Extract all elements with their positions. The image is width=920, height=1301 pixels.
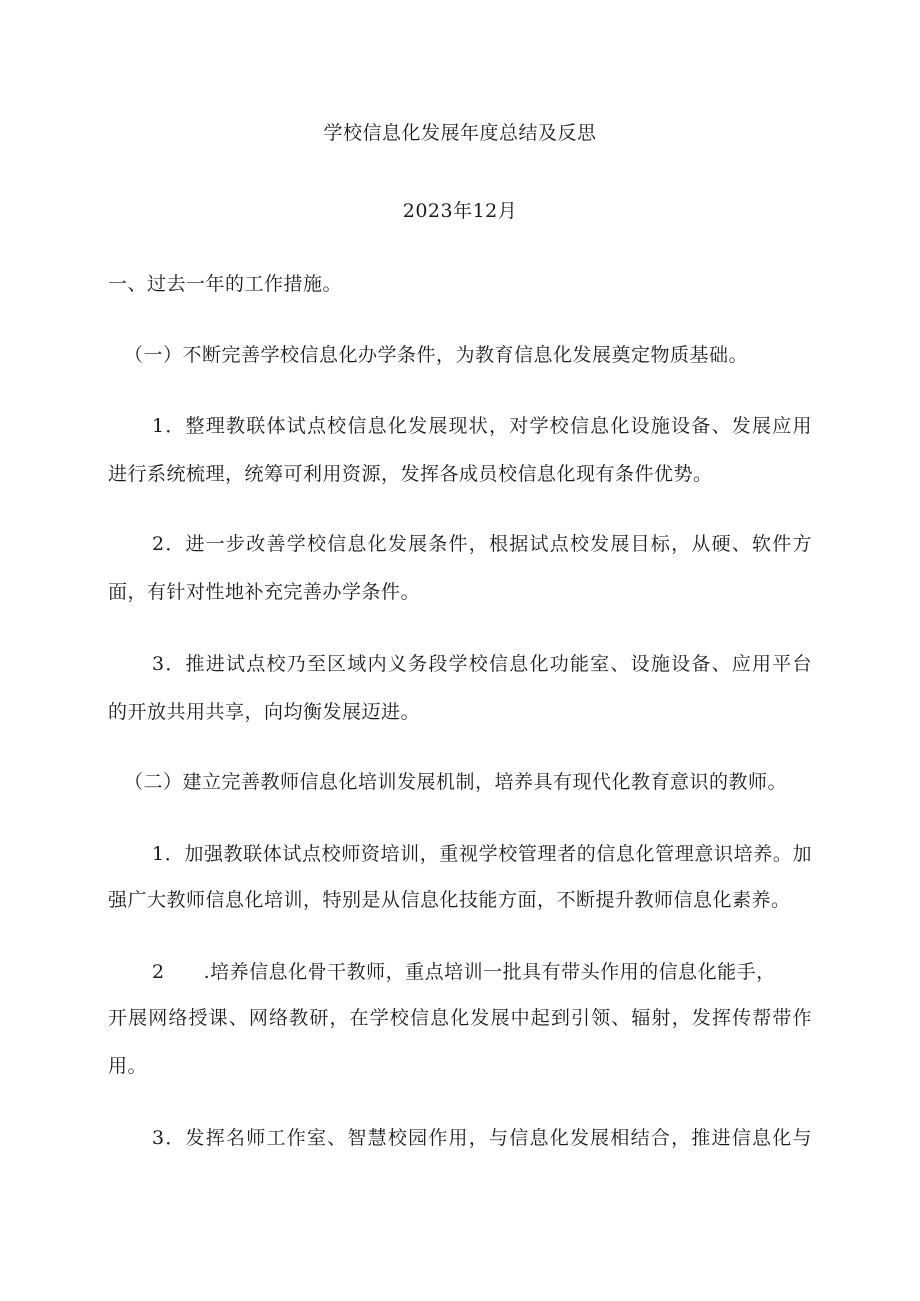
paragraph-line: 2 .培养信息化骨干教师，重点培训一批具有带头作用的信息化能手， — [152, 961, 776, 983]
paragraph-line: 进行系统梳理，统筹可利用资源，发挥各成员校信息化现有条件优势。 — [108, 463, 713, 485]
paragraph-line: 1．整理教联体试点校信息化发展现状，对学校信息化设施设备、发展应用 — [152, 415, 812, 437]
paragraph-line: 面，有针对性地补充完善办学条件。 — [108, 581, 421, 603]
subsection-heading-2: （二）建立完善教师信息化培训发展机制，培养具有现代化教育意识的教师。 — [124, 771, 788, 793]
paragraph-line: 1．加强教联体试点校师资培训，重视学校管理者的信息化管理意识培养。加 — [152, 843, 812, 865]
paragraph-line: 强广大教师信息化培训，特别是从信息化技能方面，不断提升教师信息化素养。 — [108, 889, 791, 911]
paragraph-line: 2．进一步改善学校信息化发展条件，根据试点校发展目标，从硬、软件方 — [152, 533, 812, 555]
subsection-heading-1: （一）不断完善学校信息化办学条件，为教育信息化发展奠定物质基础。 — [124, 344, 749, 366]
document-title: 学校信息化发展年度总结及反思 — [323, 122, 597, 144]
section-heading-1: 一、过去一年的工作措施。 — [108, 273, 343, 295]
paragraph-line: 3．发挥名师工作室、智慧校园作用，与信息化发展相结合，推进信息化与 — [152, 1127, 812, 1149]
paragraph-line: 用。 — [108, 1055, 148, 1077]
paragraph-line: 的开放共用共享，向均衡发展迈进。 — [108, 701, 421, 723]
paragraph-line: 开展网络授课、网络教研，在学校信息化发展中起到引领、辐射，发挥传帮带作 — [108, 1007, 812, 1029]
document-date: 2023年12月 — [402, 200, 518, 222]
paragraph-line: 3．推进试点校乃至区域内义务段学校信息化功能室、设施设备、应用平台 — [152, 653, 812, 675]
